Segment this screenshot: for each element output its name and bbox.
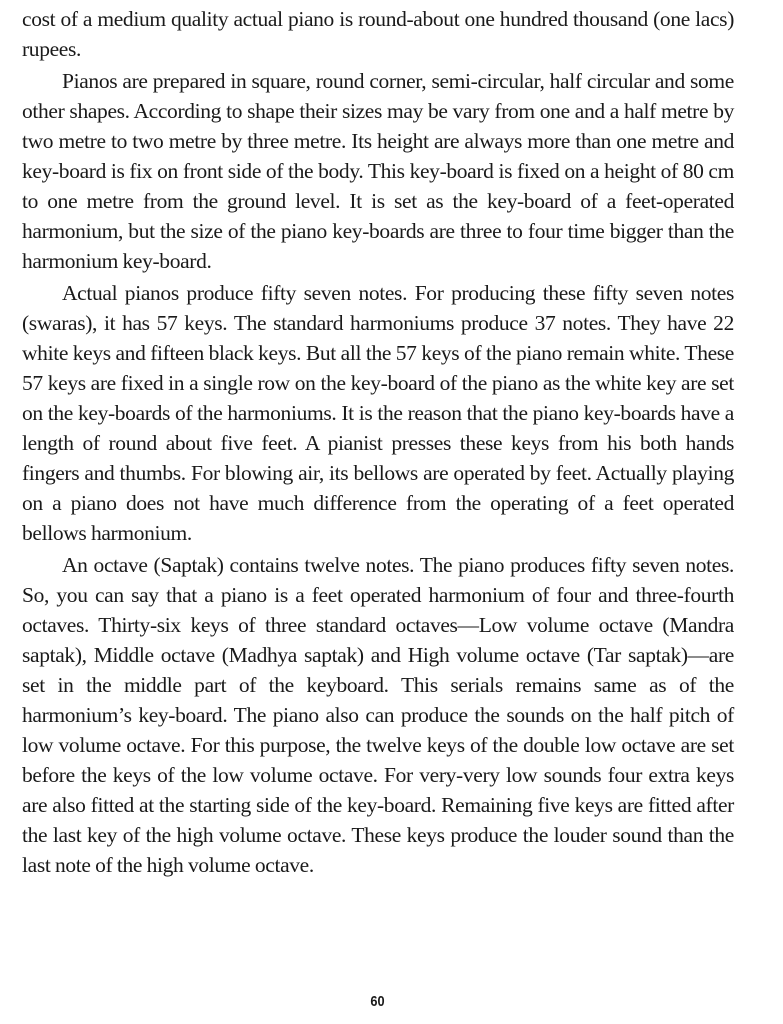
page-body-text	[22, 4, 734, 882]
paragraph-octaves: An octave (Saptak) contains twelve notes. The piano produces fifty seven notes. So, you can say that a piano is a feet operated harmonium of four and three-fourth octaves. Thirty-six keys of three standard octaves—Low volume octave (Mandra saptak), Middle octave (Madhya saptak) and High volume octave (Tar saptak)—are set in the middle part of the keyboard. This serials remains same as of the harmonium’s key-board. The piano also can produce the sounds on the half pitch of low volume octave. For this purpose, the twelve keys of the double low octave are set before the keys of the low volume octave. For very-very low sounds four extra keys are also fitted at the starting side of the key-board. Remaining five keys are fitted after the last key of the high volume octave. These keys produce the louder sound than the last note of the high volume octave.	[22, 553, 734, 877]
paragraph-continuation: cost of a medium quality actual piano is round-about one hundred thousand (one lacs) rupees.	[22, 7, 734, 61]
page-number: 60	[370, 993, 385, 1010]
paragraph-piano-notes: Actual pianos produce fifty seven notes. For producing these fifty seven notes (swaras), it has 57 keys. The standard harmoniums produce 37 notes. They have 22 white keys and fifteen black keys. But all the 57 keys of the piano remain white. These 57 keys are fixed in a single row on the key-board of the piano as the white key are set on the key-boards of the harmoniums. It is the reason that the piano key-boards have a length of round about five feet. A pianist presses these keys from his both hands fingers and thumbs. For blowing air, its bellows are operated by feet. Actually playing on a piano does not have much difference from the operating of a feet operated bellows harmonium.	[22, 281, 734, 545]
paragraph-piano-shapes: Pianos are prepared in square, round corner, semi-circular, half circular and some other shapes. According to shape their sizes may be vary from one and a half metre by two metre to two metre by three metre. Its height are always more than one metre and key-board is fix on front side of the body. This key-board is fixed on a height of 80 cm to one metre from the ground level. It is set as the key-board of a feet-operated harmonium, but the size of the piano key-boards are three to four time bigger than the harmonium key-board.	[22, 69, 734, 273]
